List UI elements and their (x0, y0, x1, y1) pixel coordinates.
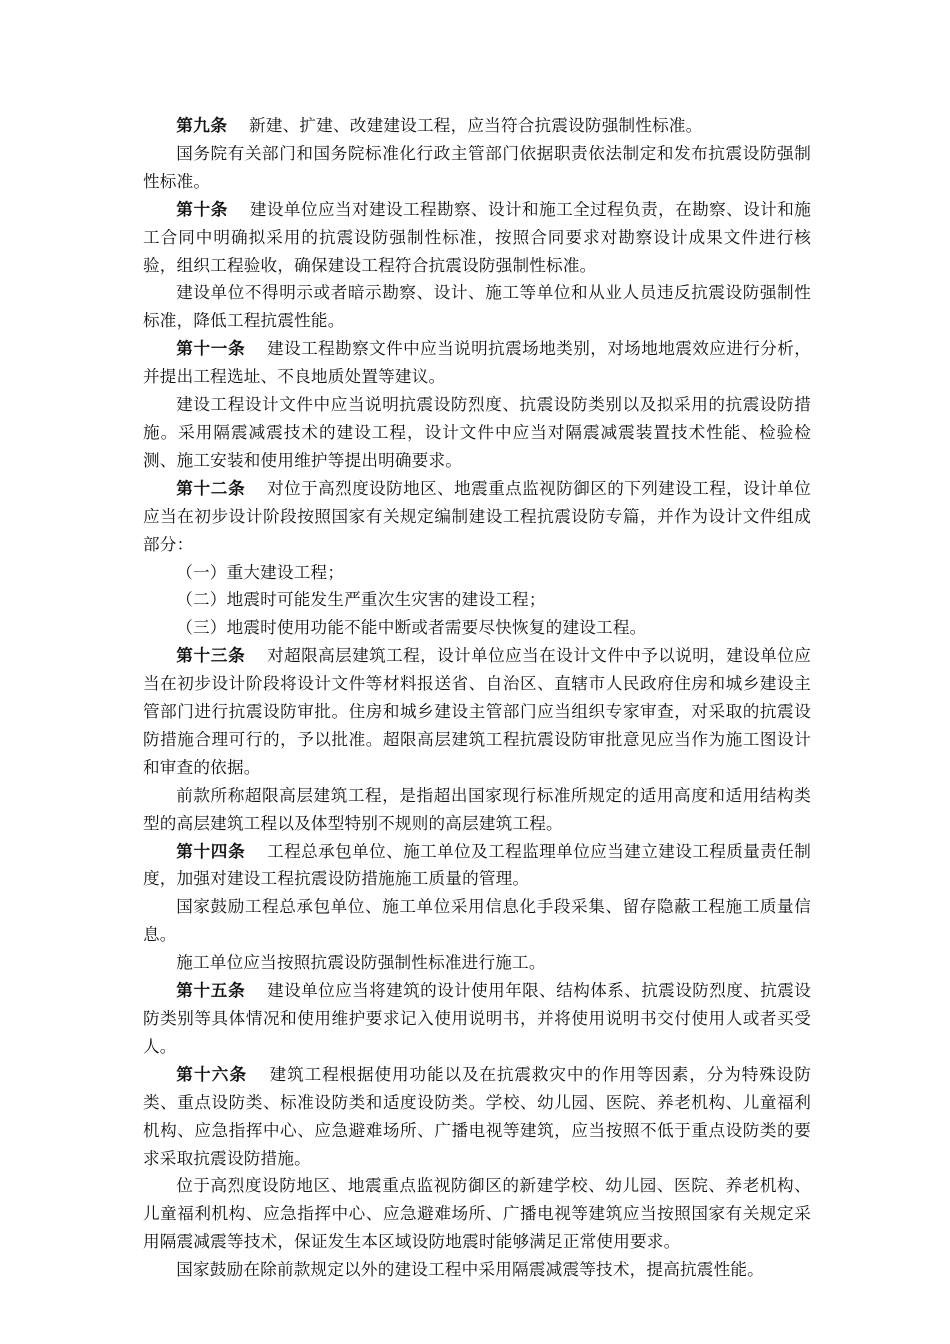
paragraph (143, 279, 811, 335)
list-item (143, 614, 811, 642)
paragraph-text: （三）地震时使用功能不能中断或者需要尽快恢复的建设工程。 (176, 618, 647, 638)
article-label: 第十五条 (176, 981, 246, 1001)
paragraph-text: （一）重大建设工程； (176, 562, 345, 582)
paragraph (143, 1256, 811, 1284)
list-item (143, 559, 811, 587)
paragraph (143, 391, 811, 475)
article-paragraph (143, 642, 811, 782)
article-paragraph (143, 196, 811, 280)
article-paragraph (143, 1061, 811, 1173)
list-item (143, 586, 811, 614)
paragraph-text: 建设工程设计文件中应当说明抗震设防烈度、抗震设防类别以及拟采用的抗震设防措施。采用隔震减震技术的建设工程，设计文件中应当对隔震减震装置技术性能、检验检测、施工安装和使用维护等提出明确要求。 (143, 395, 811, 470)
article-label: 第十四条 (176, 841, 246, 861)
paragraph (143, 893, 811, 949)
paragraph-text: 对位于高烈度设防地区、地震重点监视防御区的下列建设工程，设计单位应当在初步设计阶段按照国家有关规定编制建设工程抗震设防专篇，并作为设计文件组成部分： (143, 478, 811, 554)
paragraph (143, 949, 811, 977)
article-label: 第十三条 (176, 646, 246, 666)
article-label: 第十条 (176, 199, 229, 219)
article-label: 第十一条 (176, 339, 246, 359)
paragraph-text: 建设单位应当将建筑的设计使用年限、结构体系、抗震设防烈度、抗震设防类别等具体情况和使用维护要求记入使用说明书，并将使用说明书交付使用人或者买受人。 (143, 981, 811, 1056)
paragraph-text: 国务院有关部门和国务院标准化行政主管部门依据职责依法制定和发布抗震设防强制性标准。 (143, 143, 811, 191)
paragraph-text: 前款所称超限高层建筑工程，是指超出国家现行标准所规定的适用高度和适用结构类型的高层建筑工程以及体型特别不规则的高层建筑工程。 (143, 785, 811, 833)
article-label: 第十六条 (176, 1064, 248, 1084)
article-paragraph (143, 335, 811, 391)
paragraph-text: （二）地震时可能发生严重次生灾害的建设工程； (176, 590, 546, 610)
paragraph-text: 建筑工程根据使用功能以及在抗震救灾中的作用等因素，分为特殊设防类、重点设防类、标准设防类和适度设防类。学校、幼儿园、医院、养老机构、儿童福利机构、应急指挥中心、应急避难场所、广播电视等建筑，应当按照不低于重点设防类的要求采取抗震设防措施。 (143, 1064, 812, 1168)
article-paragraph (143, 838, 811, 894)
paragraph-text: 国家鼓励工程总承包单位、施工单位采用信息化手段采集、留存隐蔽工程施工质量信息。 (143, 897, 811, 945)
document-page (143, 112, 811, 1284)
article-label: 第十二条 (176, 478, 246, 498)
paragraph-text: 对超限高层建筑工程，设计单位应当在设计文件中予以说明，建设单位应当在初步设计阶段将设计文件等材料报送省、自治区、直辖市人民政府住房和城乡建设主管部门进行抗震设防审批。住房和城乡建设主管部门应当组织专家审查，对采取的抗震设防措施合理可行的，予以批准。超限高层建筑工程抗震设防审批意见应当作为施工图设计和审查的依据。 (143, 646, 811, 777)
paragraph-text: 施工单位应当按照抗震设防强制性标准进行施工。 (176, 953, 546, 973)
paragraph (143, 140, 811, 196)
article-paragraph (143, 475, 811, 559)
paragraph-text: 新建、扩建、改建建设工程，应当符合抗震设防强制性标准。 (249, 116, 703, 135)
paragraph-text: 建设单位应当对建设工程勘察、设计和施工全过程负责，在勘察、设计和施工合同中明确拟采用的抗震设防强制性标准，按照合同要求对勘察设计成果文件进行核验，组织工程验收，确保建设工程符合抗震设防强制性标准。 (143, 199, 811, 275)
paragraph-text: 建设工程勘察文件中应当说明抗震场地类别，对场地地震效应进行分析，并提出工程选址、不良地质处置等建议。 (143, 339, 811, 387)
paragraph-text: 建设单位不得明示或者暗示勘察、设计、施工等单位和从业人员违反抗震设防强制性标准，降低工程抗震性能。 (143, 283, 811, 331)
paragraph-text: 位于高烈度设防地区、地震重点监视防御区的新建学校、幼儿园、医院、养老机构、儿童福利机构、应急指挥中心、应急避难场所、广播电视等建筑应当按照国家有关规定采用隔震减震等技术，保证发生本区域设防地震时能够满足正常使用要求。 (143, 1176, 811, 1252)
article-paragraph (143, 112, 811, 140)
article-label: 第九条 (176, 116, 228, 135)
paragraph (143, 1172, 811, 1256)
article-paragraph (143, 977, 811, 1061)
paragraph-text: 国家鼓励在除前款规定以外的建设工程中采用隔震减震等技术，提高抗震性能。 (176, 1260, 764, 1280)
paragraph-text: 工程总承包单位、施工单位及工程监理单位应当建立建设工程质量责任制度，加强对建设工程抗震设防措施施工质量的管理。 (143, 841, 811, 889)
paragraph (143, 782, 811, 838)
